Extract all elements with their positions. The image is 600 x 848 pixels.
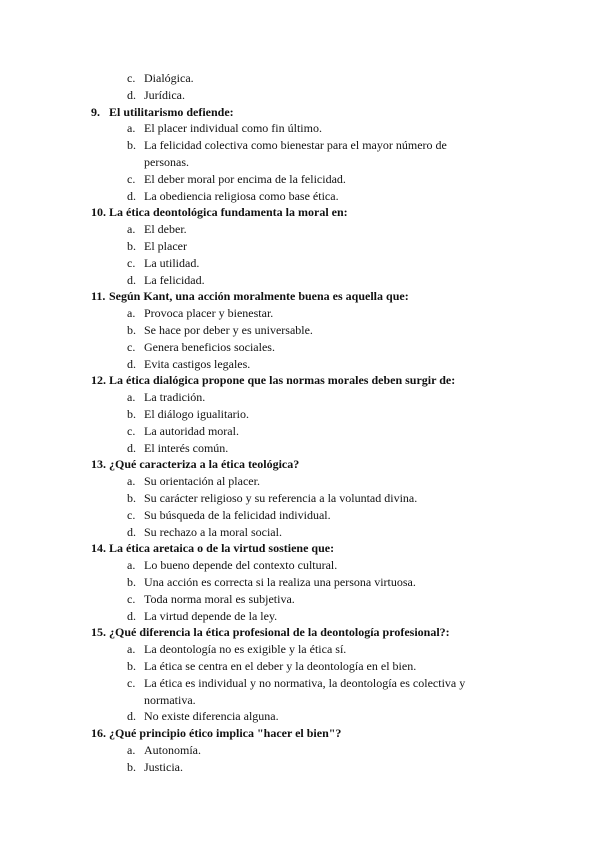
option-letter: a. xyxy=(127,222,136,237)
option-text: Su carácter religioso y su referencia a la voluntad divina. xyxy=(144,491,418,505)
question-heading xyxy=(91,624,450,641)
option-text: El placer individual como fin último. xyxy=(144,121,322,136)
option-letter: b. xyxy=(127,491,136,505)
option-letter: d. xyxy=(127,608,136,623)
option-item xyxy=(127,574,416,591)
option-letter: b. xyxy=(127,575,136,589)
option-item xyxy=(127,137,447,154)
option-text: Autonomía. xyxy=(144,743,201,757)
option-item xyxy=(127,255,199,272)
option-text: Provoca placer y bienestar. xyxy=(144,306,274,321)
question-heading xyxy=(91,104,234,121)
option-item xyxy=(127,238,187,255)
option-item xyxy=(127,473,260,490)
option-text: Jurídica. xyxy=(144,87,185,102)
question-heading xyxy=(91,288,409,305)
option-item xyxy=(127,608,277,625)
option-letter: b. xyxy=(127,759,136,774)
option-letter: c. xyxy=(127,255,136,270)
option-letter: b. xyxy=(127,239,136,253)
option-text: Su búsqueda de la felicidad individual. xyxy=(144,507,331,522)
option-continuation: personas. xyxy=(144,155,189,169)
question-number: 16. xyxy=(91,726,106,741)
option-letter: d. xyxy=(127,356,136,371)
option-item xyxy=(127,406,249,423)
question-number: 15. xyxy=(91,625,106,640)
option-letter: b. xyxy=(127,407,136,421)
option-item xyxy=(127,339,275,356)
question-number: 9. xyxy=(91,104,100,119)
option-text: La deontología no es exigible y la ética sí. xyxy=(144,642,347,657)
option-item xyxy=(127,70,194,87)
option-text: El deber moral por encima de la felicidad. xyxy=(144,171,346,186)
option-item xyxy=(127,221,187,238)
option-text: El placer xyxy=(144,239,187,253)
question-heading xyxy=(91,540,334,557)
option-letter: c. xyxy=(127,507,136,522)
question-number: 11. xyxy=(91,289,106,304)
question-text: La ética dialógica propone que las normas morales deben surgir de: xyxy=(109,373,456,388)
question-text: ¿Qué principio ético implica "hacer el bien"? xyxy=(109,726,342,741)
option-text: Evita castigos legales. xyxy=(144,356,251,371)
option-text: La ética se centra en el deber y la deontología en el bien. xyxy=(144,659,417,673)
option-text: La autoridad moral. xyxy=(144,423,239,438)
question-number: 13. xyxy=(91,457,106,472)
option-text: La utilidad. xyxy=(144,255,200,270)
option-text: La virtud depende de la ley. xyxy=(144,608,278,623)
option-continuation: normativa. xyxy=(144,692,196,707)
option-text: Una acción es correcta si la realiza una persona virtuosa. xyxy=(144,575,416,589)
option-text: Lo bueno depende del contexto cultural. xyxy=(144,558,338,573)
option-item xyxy=(127,708,279,725)
option-letter: c. xyxy=(127,171,136,186)
question-heading xyxy=(91,204,348,221)
question-text: El utilitarismo defiende: xyxy=(109,104,234,119)
question-heading xyxy=(91,725,341,742)
option-item xyxy=(127,557,337,574)
option-letter: d. xyxy=(127,524,136,539)
question-number: 12. xyxy=(91,373,106,388)
option-item xyxy=(127,759,183,776)
question-text: Según Kant, una acción moralmente buena es aquella que: xyxy=(109,289,409,304)
option-item xyxy=(127,490,417,507)
option-letter: d. xyxy=(127,272,136,287)
option-item xyxy=(127,675,465,692)
option-text: La ética es individual y no normativa, la deontología es colectiva y xyxy=(144,675,466,690)
option-letter: a. xyxy=(127,642,136,657)
option-letter: c. xyxy=(127,591,136,606)
option-text: Toda norma moral es subjetiva. xyxy=(144,591,295,606)
question-number: 14. xyxy=(91,541,106,556)
option-text: Se hace por deber y es universable. xyxy=(144,323,313,337)
option-item xyxy=(127,658,416,675)
option-text: La tradición. xyxy=(144,390,206,405)
question-heading xyxy=(91,456,299,473)
option-letter: b. xyxy=(127,659,136,673)
option-letter: c. xyxy=(127,423,136,438)
option-text: Su orientación al placer. xyxy=(144,474,260,489)
option-letter: c. xyxy=(127,339,136,354)
option-letter: d. xyxy=(127,188,136,203)
option-text: Justicia. xyxy=(144,759,183,774)
option-text: El diálogo igualitario. xyxy=(144,407,249,421)
question-heading xyxy=(91,372,455,389)
option-item xyxy=(127,524,282,541)
option-letter: d. xyxy=(127,709,136,724)
option-item xyxy=(127,591,295,608)
option-item xyxy=(127,171,346,188)
option-letter: a. xyxy=(127,306,136,321)
option-letter: c. xyxy=(127,71,136,85)
question-text: ¿Qué caracteriza a la ética teológica? xyxy=(109,457,300,472)
option-text: La felicidad colectiva como bienestar para el mayor número de xyxy=(144,138,447,153)
option-letter: b. xyxy=(127,323,136,337)
option-item xyxy=(127,423,239,440)
question-text: La ética aretaica o de la virtud sostiene que: xyxy=(109,541,335,556)
option-letter: c. xyxy=(127,675,136,690)
option-text: No existe diferencia alguna. xyxy=(144,709,279,724)
option-text: El deber. xyxy=(144,222,187,237)
option-item xyxy=(127,322,313,339)
option-item xyxy=(127,440,228,457)
option-text: Su rechazo a la moral social. xyxy=(144,524,282,539)
option-item xyxy=(127,742,201,759)
option-text: La obediencia religiosa como base ética. xyxy=(144,188,339,203)
option-letter: a. xyxy=(127,390,136,405)
option-item xyxy=(127,305,273,322)
option-letter: d. xyxy=(127,87,136,102)
option-item xyxy=(127,272,205,289)
option-item xyxy=(127,507,331,524)
question-text: La ética deontológica fundamenta la moral en: xyxy=(109,205,348,220)
question-number: 10. xyxy=(91,205,106,220)
option-item xyxy=(127,641,346,658)
option-text: Genera beneficios sociales. xyxy=(144,339,275,354)
option-item xyxy=(127,87,185,104)
option-letter: a. xyxy=(127,558,136,573)
option-letter: a. xyxy=(127,121,136,136)
option-text: La felicidad. xyxy=(144,272,205,287)
option-letter: b. xyxy=(127,138,136,153)
option-item xyxy=(127,356,250,373)
option-item xyxy=(127,120,322,137)
option-text: Dialógica. xyxy=(144,71,194,85)
option-letter: a. xyxy=(127,743,136,757)
question-text: ¿Qué diferencia la ética profesional de la deontología profesional?: xyxy=(109,625,450,640)
option-item xyxy=(127,188,339,205)
option-letter: d. xyxy=(127,440,136,455)
option-item xyxy=(127,389,205,406)
option-text: El interés común. xyxy=(144,440,229,455)
option-letter: a. xyxy=(127,474,136,489)
